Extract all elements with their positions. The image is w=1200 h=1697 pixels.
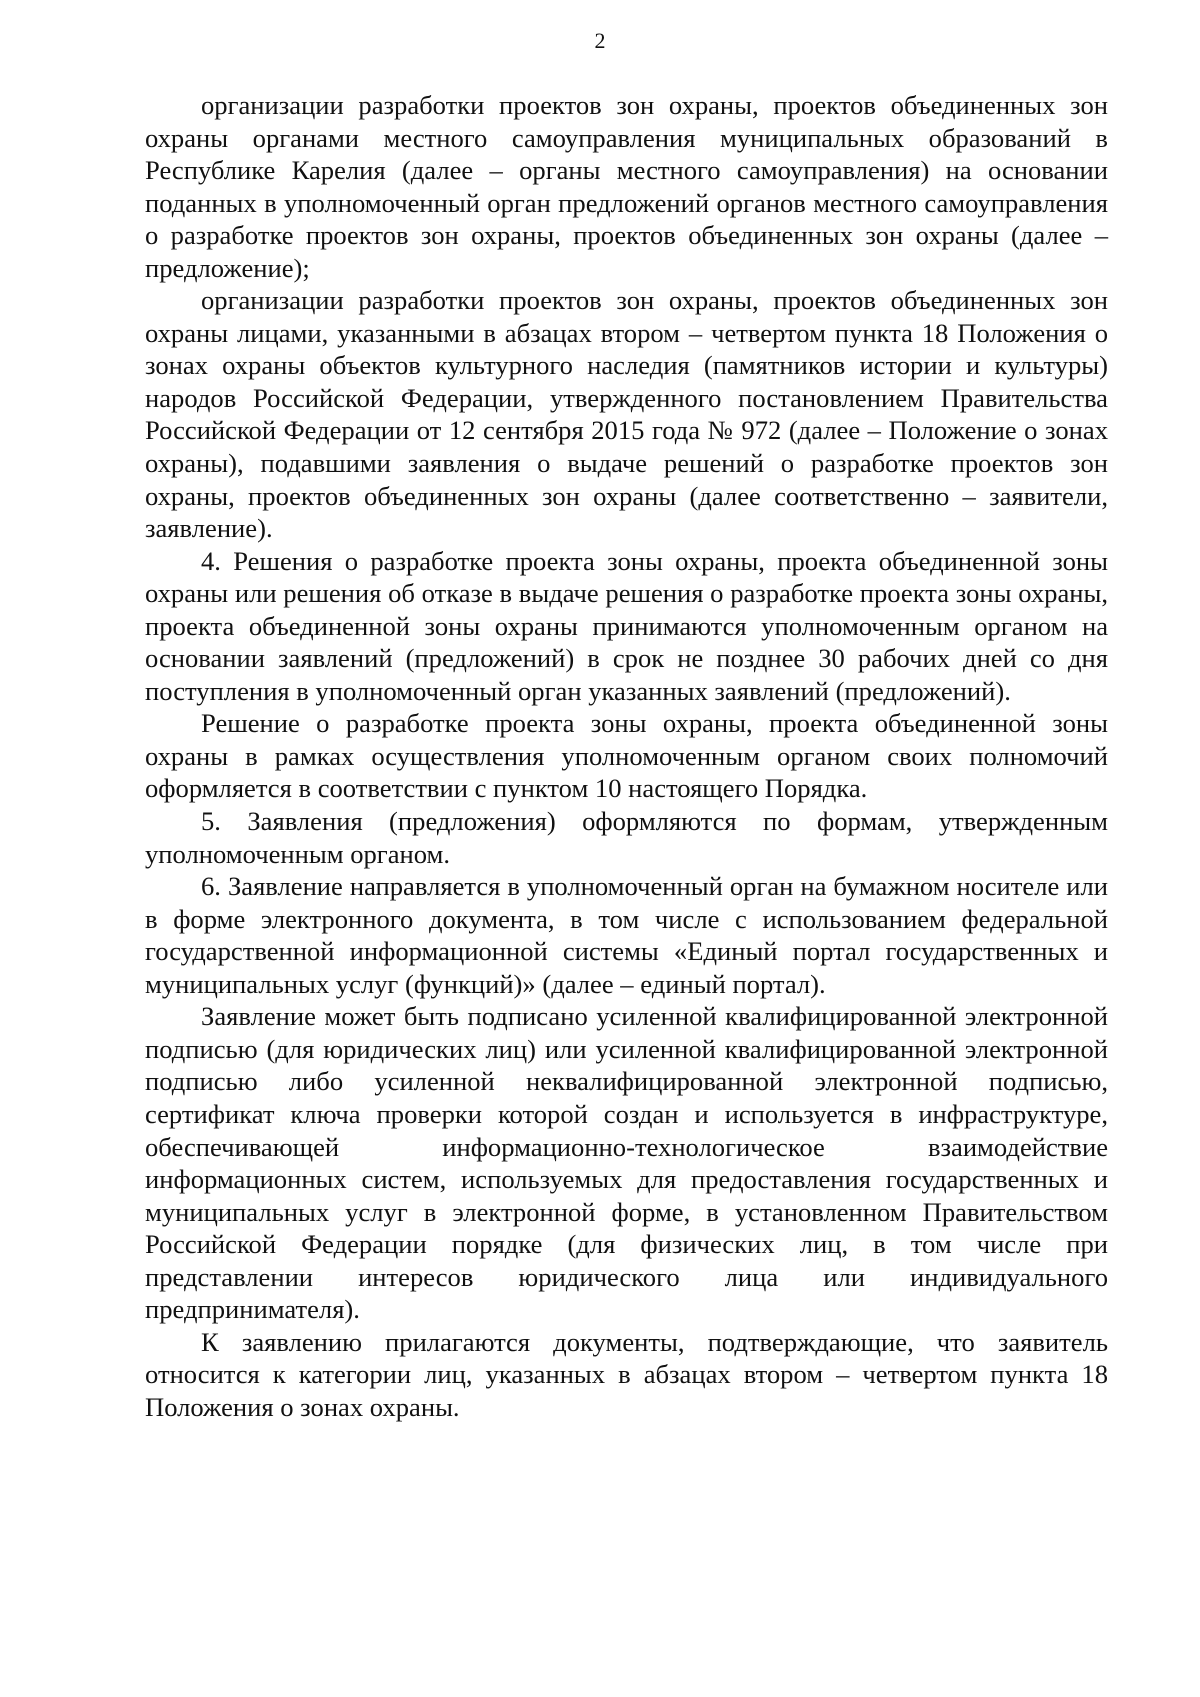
- paragraph-item-6-signature: Заявление может быть подписано усиленной квалифицированной электронной подписью (для юридических лиц) или усиленной квалифицированной электронной подписью либо усиленной неквалифицированной электронной подписью, сертификат ключа проверки которой создан и используется в инфраструктуре, обеспечивающей информационно-технологическое взаимодействие информационных систем, используемых для предоставления государственных и муниципальных услуг в электронной форме, в установленном Правительством Российской Федерации порядке (для физических лиц, в том числе при представлении интересов юридического лица или индивидуального предпринимателя).: [145, 1001, 1108, 1325]
- document-body: [145, 89, 1108, 1423]
- paragraph-item-4-decision: Решение о разработке проекта зоны охраны, проекта объединенной зоны охраны в рамках осуществления уполномоченным органом своих полномочий оформляется в соответствии с пунктом 10 настоящего Порядка.: [145, 708, 1108, 804]
- paragraph-item-6: 6. Заявление направляется в уполномоченный орган на бумажном носителе или в форме электронного документа, в том числе с использованием федеральной государственной информационной системы «Единый портал государственных и муниципальных услуг (функций)» (далее – единый портал).: [145, 871, 1108, 999]
- paragraph-organization-applicants: организации разработки проектов зон охраны, проектов объединенных зон охраны лицами, указанными в абзацах втором – четвертом пункта 18 Положения о зонах охраны объектов культурного наследия (памятников истории и культуры) народов Российской Федерации, утвержденного постановлением Правительства Российской Федерации от 12 сентября 2015 года № 972 (далее – Положение о зонах охраны), подавшими заявления о выдаче решений о разработке проектов зон охраны, проектов объединенных зон охраны (далее соответственно – заявители, заявление).: [145, 285, 1108, 544]
- paragraph-item-5: 5. Заявления (предложения) оформляются по формам, утвержденным уполномоченным органом.: [145, 806, 1108, 869]
- paragraph-organization-local-authorities: организации разработки проектов зон охраны, проектов объединенных зон охраны органами местного самоуправления муниципальных образований в Республике Карелия (далее – органы местного самоуправления) на основании поданных в уполномоченный орган предложений органов местного самоуправления о разработке проектов зон охраны, проектов объединенных зон охраны (далее – предложение);: [145, 90, 1108, 283]
- page-number: 2: [594, 28, 606, 53]
- paragraph-item-4: 4. Решения о разработке проекта зоны охраны, проекта объединенной зоны охраны или решения об отказе в выдаче решения о разработке проекта зоны охраны, проекта объединенной зоны охраны принимаются уполномоченным органом на основании заявлений (предложений) в срок не позднее 30 рабочих дней со дня поступления в уполномоченный орган указанных заявлений (предложений).: [145, 545, 1108, 706]
- paragraph-item-6-attachments: К заявлению прилагаются документы, подтверждающие, что заявитель относится к категории лиц, указанных в абзацах втором – четвертом пункта 18 Положения о зонах охраны.: [145, 1326, 1108, 1422]
